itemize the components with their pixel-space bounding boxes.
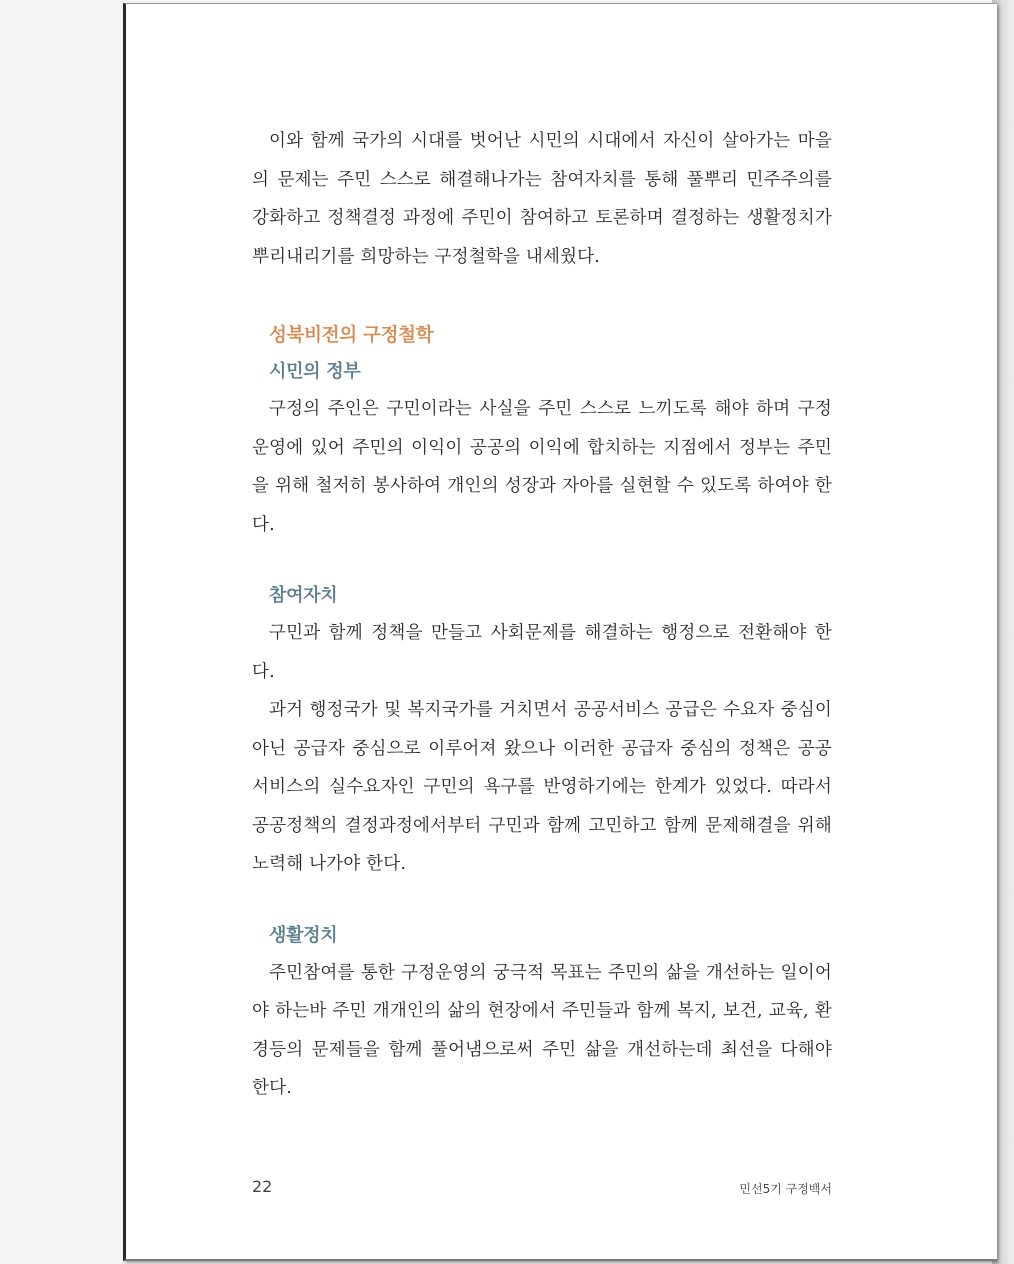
page-footer <box>252 1177 832 1201</box>
intro-paragraph: 이와 함께 국가의 시대를 벗어난 시민의 시대에서 자신이 살아가는 마을의 문제는 주민 스스로 해결해나가는 참여자치를 통해 풀뿌리 민주주의를 강화하고 정책결정 과정에 주민이 참여하고 토론하며 결정하는 생활정치가 뿌리내리기를 희망하는 구정철학을 내세웠다. <box>252 131 832 267</box>
paragraph-life-politics: 주민참여를 통한 구정운영의 궁극적 목표는 주민의 삶을 개선하는 일이어야 하는바 주민 개개인의 삶의 현장에서 주민들과 함께 복지, 보건, 교육, 환경등의 문제들을 함께 풀어냄으로써 주민 삶을 개선하는데 최선을 다해야 한다. <box>252 962 832 1098</box>
paragraph-participatory-autonomy-1: 구민과 함께 정책을 만들고 사회문제를 해결하는 행정으로 전환해야 한다. <box>252 623 832 682</box>
heading-life-politics: 생활정치 <box>269 924 338 946</box>
heading-participatory-autonomy: 참여자치 <box>269 585 338 606</box>
section-title: 성북비전의 구정철학 <box>269 325 434 346</box>
running-title: 민선5기 구정백서 <box>739 1182 832 1196</box>
paragraph-citizen-government: 구정의 주인은 구민이라는 사실을 주민 스스로 느끼도록 해야 하며 구정운영에 있어 주민의 이익이 공공의 이익에 합치하는 지점에서 정부는 주민을 위해 철저히 봉사하여 개인의 성장과 자아를 실현할 수 있도록 하여야 한다. <box>252 399 832 535</box>
heading-citizen-government: 시민의 정부 <box>269 361 361 382</box>
page-number: 22 <box>252 1177 273 1196</box>
paragraph-participatory-autonomy-2: 과거 행정국가 및 복지국가를 거치면서 공공서비스 공급은 수요자 중심이 아닌 공급자 중심으로 이루어져 왔으나 이러한 공급자 중심의 정책은 공공서비스의 실수요자인 구민의 욕구를 반영하기에는 한계가 있었다. 따라서 공공정책의 결정과정에서부터 구민과 함께 고민하고 함께 문제해결을 위해 노력해 나가야 한다. <box>252 700 832 874</box>
viewer-background <box>0 0 122 1264</box>
document-page <box>123 3 997 1261</box>
page-body <box>252 122 832 1108</box>
